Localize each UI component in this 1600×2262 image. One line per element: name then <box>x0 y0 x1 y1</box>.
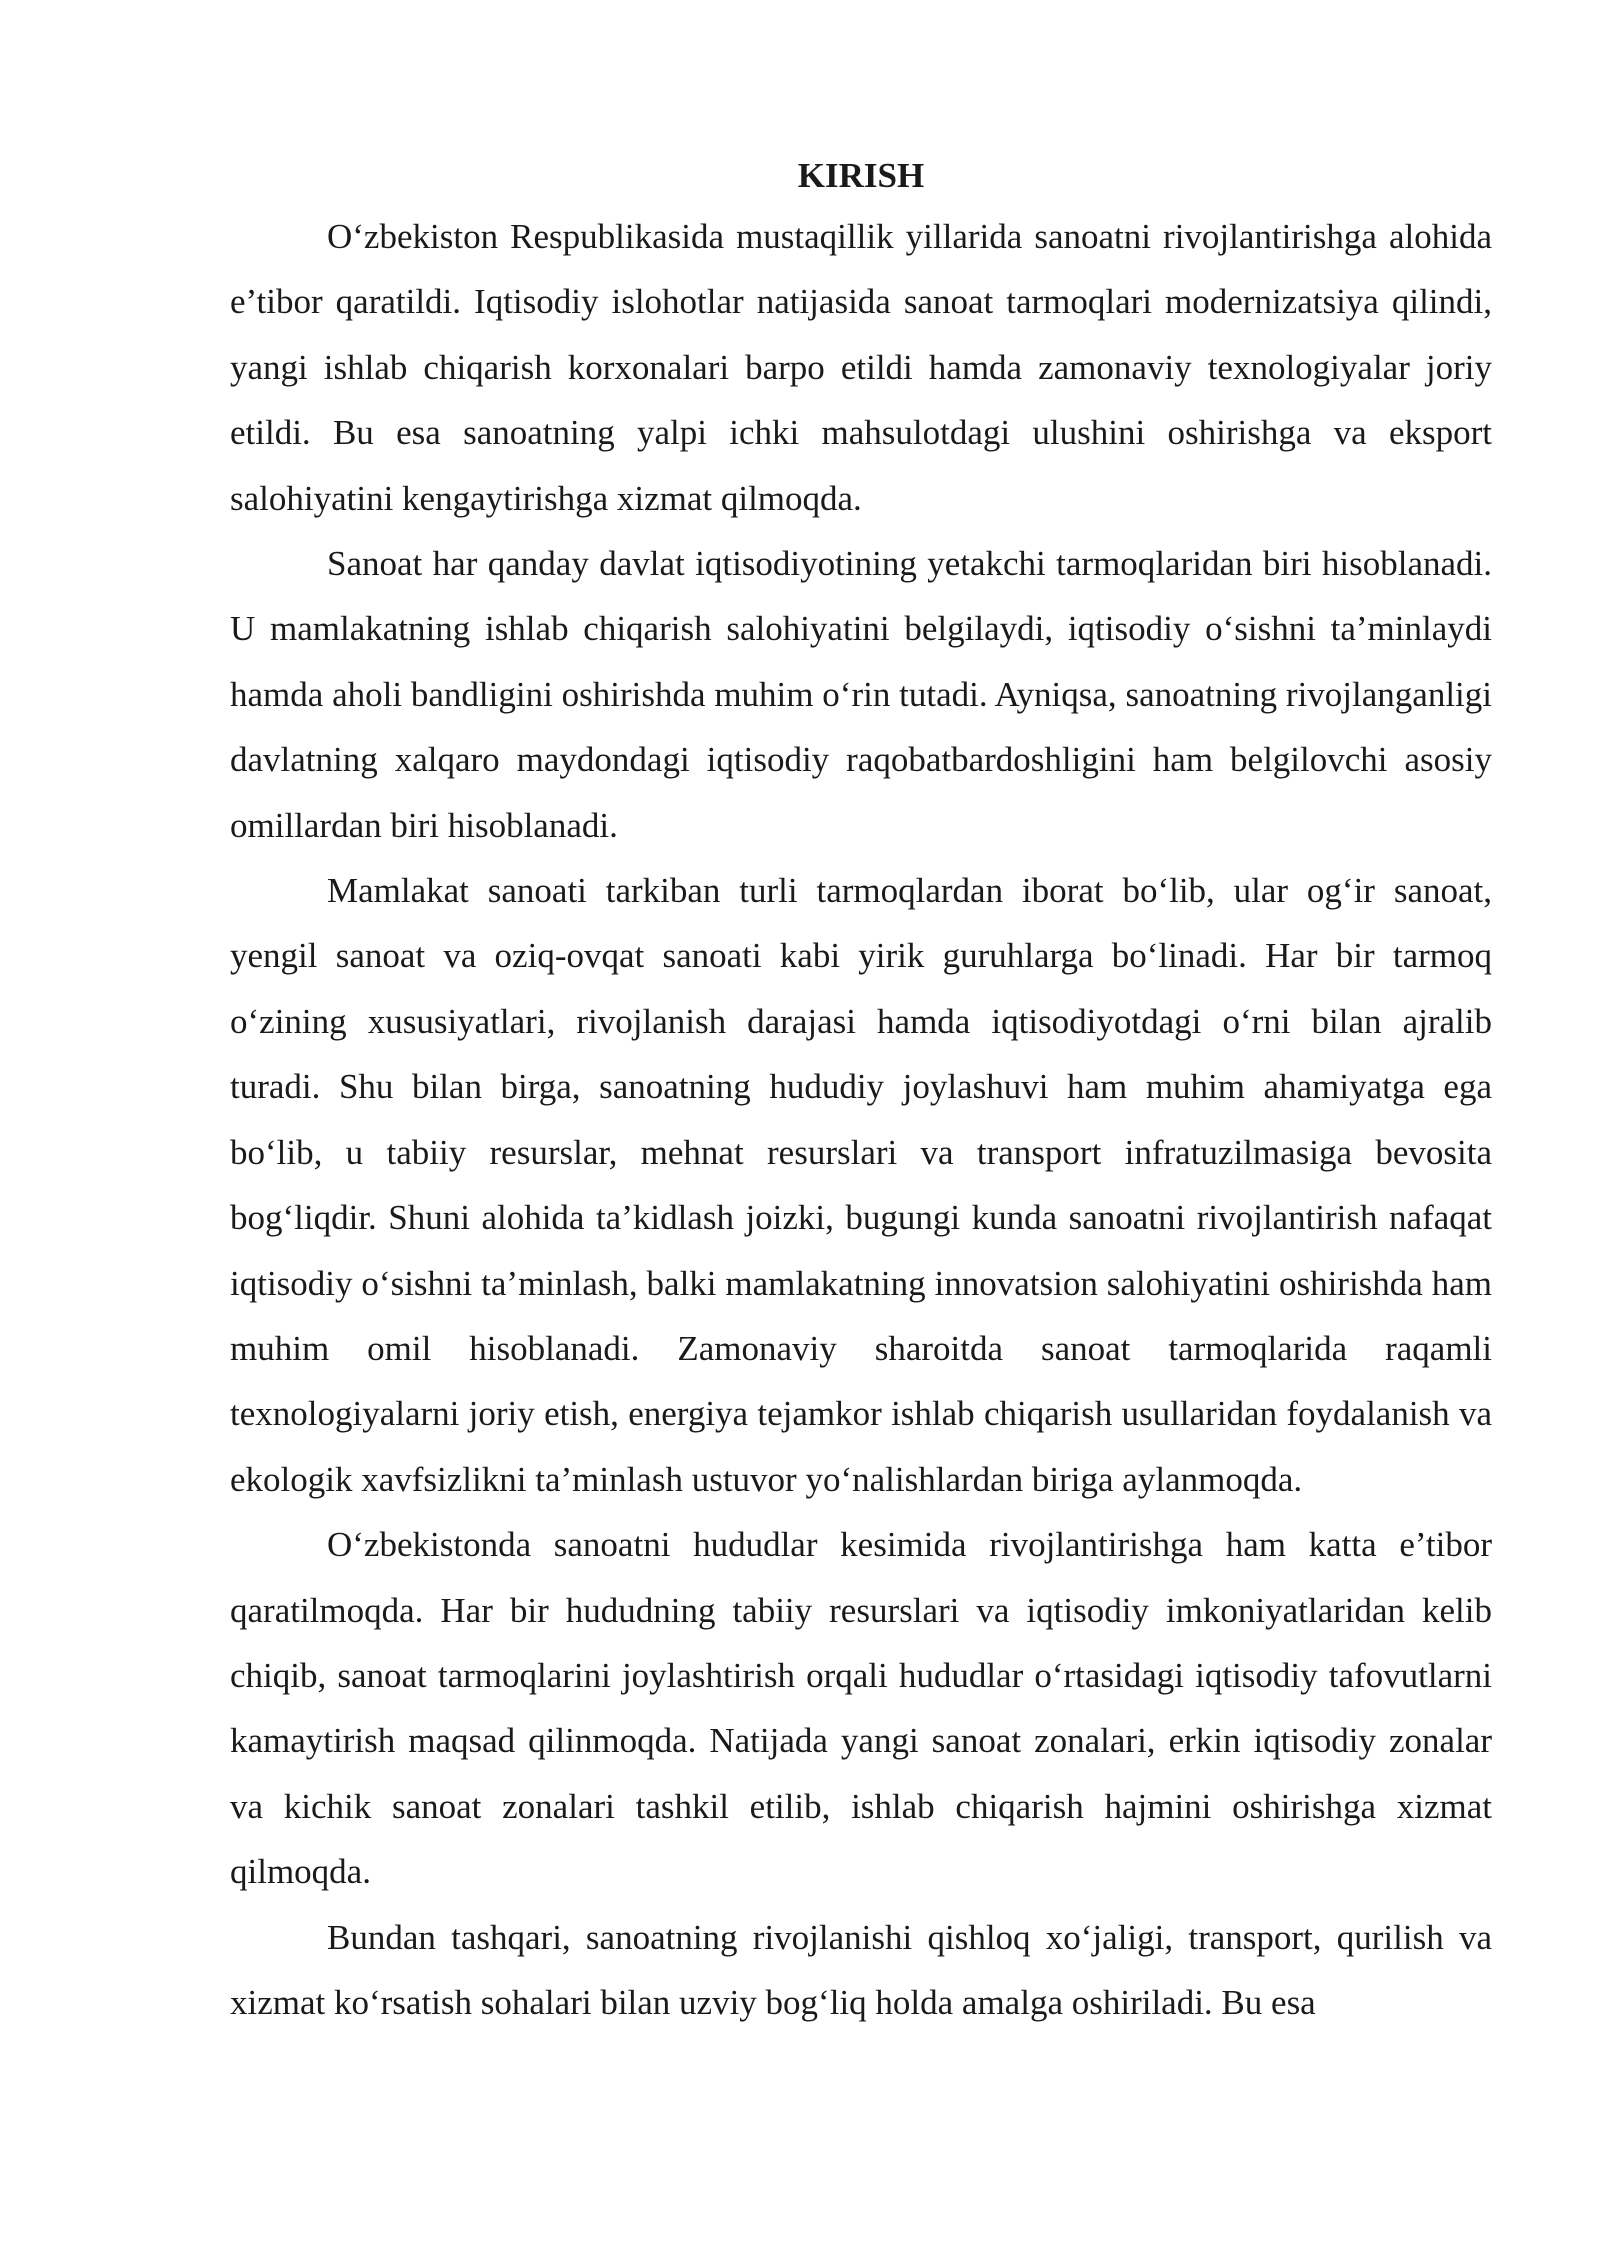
paragraph-4: O‘zbekistonda sanoatni hududlar kesimida rivojlantirishga ham katta e’tibor qaratilmoqda. Har bir hududning tabiiy resurslari va iqtisodiy imkoniyatlaridan kelib chiqib, sanoat tarmoqlarini joylashtirish orqali hududlar o‘rtasidagi iqtisodiy tafovutlarni kamaytirish maqsad qilinmoqda. Natijada yangi sanoat zonalari, erkin iqtisodiy zonalar va kichik sanoat zonalari tashkil etilib, ishlab chiqarish hajmini oshirishga xizmat qilmoqda. <box>230 1525 1492 1892</box>
document-page <box>230 148 1492 2035</box>
paragraph-2: Sanoat har qanday davlat iqtisodiyotining yetakchi tarmoqlaridan biri hisoblanadi. U mamlakatning ishlab chiqarish salohiyatini belgilaydi, iqtisodiy o‘sishni ta’minlaydi hamda aholi bandligini oshirishda muhim o‘rin tutadi. Ayniqsa, sanoatning rivojlanganligi davlatning xalqaro maydondagi iqtisodiy raqobatbardoshligini ham belgilovchi asosiy omillardan biri hisoblanadi. <box>230 544 1492 845</box>
page-title: KIRISH <box>797 156 925 195</box>
paragraph-3: Mamlakat sanoati tarkiban turli tarmoqlardan iborat bo‘lib, ular og‘ir sanoat, yengil sanoat va oziq-ovqat sanoati kabi yirik guruhlarga bo‘linadi. Har bir tarmoq o‘zining xususiyatlari, rivojlanish darajasi hamda iqtisodiyotdagi o‘rni bilan ajralib turadi. Shu bilan birga, sanoatning hududiy joylashuvi ham muhim ahamiyatga ega bo‘lib, u tabiiy resurslar, mehnat resurslari va transport infratuzilmasiga bevosita bog‘liqdir. Shuni alohida ta’kidlash joizki, bugungi kunda sanoatni rivojlantirish nafaqat iqtisodiy o‘sishni ta’minlash, balki mamlakatning innovatsion salohiyatini oshirishda ham muhim omil hisoblanadi. Zamonaviy sharoitda sanoat tarmoqlarida raqamli texnologiyalarni joriy etish, energiya tejamkor ishlab chiqarish usullaridan foydalanish va ekologik xavfsizlikni ta’minlash ustuvor yo‘nalishlardan biriga aylanmoqda. <box>230 871 1492 1499</box>
paragraph-5: Bundan tashqari, sanoatning rivojlanishi qishloq xo‘jaligi, transport, qurilish va xizmat ko‘rsatish sohalari bilan uzviy bog‘liq holda amalga oshiriladi. Bu esa <box>230 1917 1492 2022</box>
paragraph-1: O‘zbekiston Respublikasida mustaqillik yillarida sanoatni rivojlantirishga alohida e’tibor qaratildi. Iqtisodiy islohotlar natijasida sanoat tarmoqlari modernizatsiya qilindi, yangi ishlab chiqarish korxonalari barpo etildi hamda zamonaviy texnologiyalar joriy etildi. Bu esa sanoatning yalpi ichki mahsulotdagi ulushini oshirishga va eksport salohiyatini kengaytirishga xizmat qilmoqda. <box>230 217 1492 518</box>
